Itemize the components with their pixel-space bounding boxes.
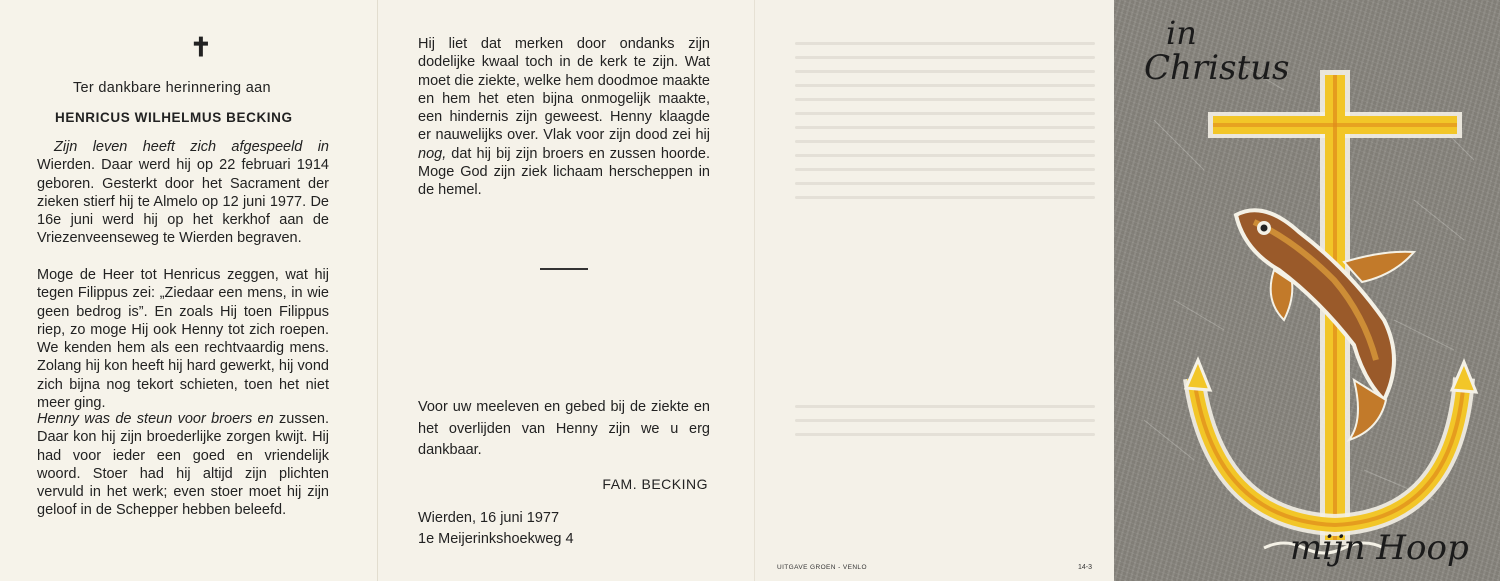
biography-text: Wierden. Daar werd hij op 22 februari 1914 geboren. Gesterkt door het Sacrament der zieken stierf hij te Almelo op 12 juni 1977. De 16e juni werd hij op het kerkhof aan de Vriezenveenseweg te Wierden begraven. [37, 157, 329, 247]
card-cover [1114, 0, 1500, 581]
illness-paragraph [418, 35, 710, 200]
family-text: zussen. Daar kon hij zijn broederlijke zorgen kwijt. Hij had voor ieder een goed en vriendelijk woord. Stoer had hij altijd zijn plichten vervuld in het werk; even stoer moet hij zijn geloof in de Schepper hebben beleefd. [37, 411, 329, 519]
biography-italic: Zijn leven heeft zich afgespeeld in [54, 139, 329, 155]
illness-text-start: Hij liet dat merken door ondanks zijn dodelijke kwaal toch in de kerk te zijn. Wat moet die ziekte, welke hem doodmoe maakte en hem het eten bijna onmogelijk maakte, een hindernis zijn geweest. Henny klaagde er nauwelijks over. Vlak voor zijn dood zei hij [418, 36, 710, 144]
cover-title-mijn-hoop: mijn Hoop [1290, 528, 1469, 568]
illness-text-end: dat hij bij zijn broers en zussen hoorde. Moge God zijn ziek lichaam herscheppen in de hemel. [418, 145, 710, 199]
remembrance-paragraph [37, 266, 329, 412]
biography-paragraph [37, 138, 329, 248]
remembrance-text: Moge de Heer tot Henricus zeggen, wat hij tegen Filippus zei: „Ziedaar een mens, in wie geen bedrog is”. En zoals Hij toen Filippus riep, zo moge Hij ook Henny tot zich roepen. We kenden hem als een rechtvaardig mens. Zolang hij kon heeft hij hard gewerkt, hij vond zich bijna nog tekort schieten, toen het niet meer ging. [37, 267, 329, 412]
divider [540, 268, 588, 270]
illness-italic: nog, [418, 145, 447, 162]
card-panel-back [754, 0, 1114, 581]
family-italic: Henny was de steun voor broers en [37, 411, 274, 427]
intro-text: Ter dankbare herinnering aan [73, 80, 271, 96]
publisher-imprint: UITGAVE GROEN - VENLO [777, 564, 867, 571]
thanks-text: Voor uw meeleven en gebed bij de ziekte en het overlijden van Henny zijn we u erg dankbaar. [418, 399, 710, 458]
card-panel-left [0, 0, 377, 581]
family-paragraph [37, 410, 329, 520]
card-code: 14-3 [1077, 564, 1092, 571]
deceased-name: HENRICUS WILHELMUS BECKING [55, 110, 293, 125]
show-through-text-bottom [795, 405, 1095, 447]
street-address: 1e Meijerinkshoekweg 4 [418, 531, 574, 547]
card-panel-middle [377, 0, 754, 581]
show-through-text-top [795, 42, 1095, 210]
address-block [418, 508, 574, 550]
family-signature: FAM. BECKING [602, 476, 708, 492]
place-date: Wierden, 16 juni 1977 [418, 510, 560, 526]
cover-title-christus: Christus [1144, 48, 1290, 88]
cross-icon: ✝ [190, 32, 212, 62]
cover-title-in: in [1166, 14, 1197, 52]
